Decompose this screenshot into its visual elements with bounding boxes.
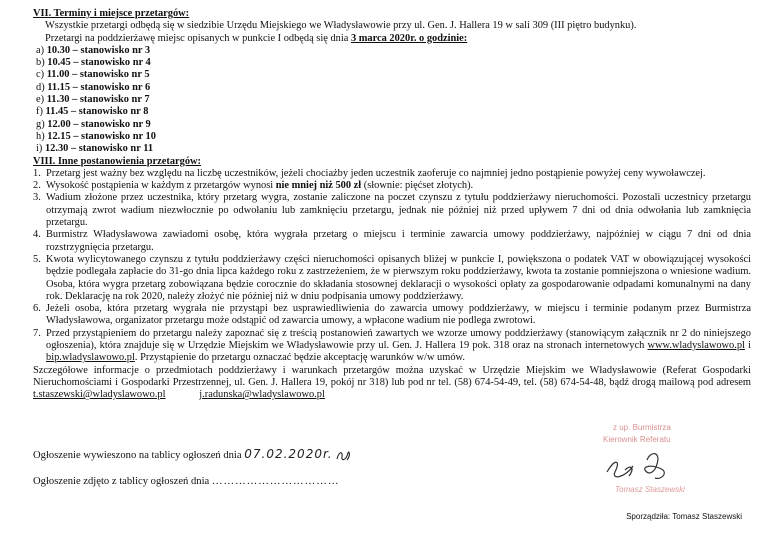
provision-item: 4. Burmistrz Władysławowa zawiadomi osobę, która wygrała przetarg o miejscu i terminie zawarcia umowy poddzierżawy, najpóźniej w ciągu 7 dni od dnia rozstrzygnięcia przetargu. <box>33 229 751 253</box>
signature-stamp-graphic <box>585 420 715 500</box>
provision-item: 7. Przed przystąpieniem do przetargu należy zapoznać się z treścią postanowień zawartych we wzorze umowy poddzierżawy (stanowiącym załącznik nr 2 do niniejszego ogłoszenia), która znajduje się w Urzędzie Miejskim we Władysławowie przy ul. Gen. J. Hallera 19 pok. 318 oraz na stronach internetowych www.wladyslawowo.pl i bip.wladyslawowo.pl. Przystąpienie do przetargu oznaczać będzie akceptację warunków w/w umów. <box>33 327 751 364</box>
time-slot-list <box>33 45 751 156</box>
provisions-list <box>33 168 751 365</box>
stamp-name: Tomasz Staszewski <box>615 485 685 494</box>
document-page <box>33 8 751 402</box>
provision-item: 3. Wadium złożone przez uczestnika, który przetarg wygra, zostanie zaliczone na poczet czynszu z tytułu poddzierżawy nieruchomości. Pozostali uczestnicy przetargu otrzymają zwrot wadium niezwłocznie po odwołaniu lub zamknięciu przetargu, jednak nie później niż przed upływem 7 dni od dnia odwołania lub zamknięcia przetargu. <box>33 192 751 229</box>
time-slot: i) 12.30 – stanowisko nr 11 <box>36 143 154 155</box>
removed-line: Ogłoszenie zdjęto z tablicy ogłoszeń dnia …………………………… <box>33 476 340 487</box>
stamp-text-1: z up. Burmistrza <box>613 423 671 432</box>
initials-mark <box>335 449 353 463</box>
time-slot: b) 10.45 – stanowisko nr 4 <box>36 57 151 69</box>
provision-item: 1. Przetarg jest ważny bez względu na liczbę uczestników, jeżeli chociażby jeden uczestnik zaoferuje co najmniej jedno postąpienie powyżej ceny wywoławczej. <box>33 167 706 179</box>
provision-item: 5. Kwota wylicytowanego czynszu z tytułu poddzierżawy części nieruchomości opisanych bliżej w punkcie I, powiększona o podatek VAT w obowiązującej wysokości będzie podlegała zapłacie do 31-go dnia lipca każdego roku z zastrzeżeniem, że w pierwszym roku poddzierżawy, kwota ta zostanie pomniejszona o wniesione wadium. Osoba, która wygra przetarg zobowiązana będzie corocznie do składania stosownej deklaracji o wysokości opłaty za gospodarowanie odpadami komunalnymi na dany rok. Deklarację na rok 2020, należy złożyć nie później niż w dniu podpisania umowy poddzierżawy. <box>33 253 751 302</box>
provision-item: 6. Jeżeli osoba, która przetarg wygrała nie przystąpi bez usprawiedliwienia do zawarcia umowy poddzierżawy, w miejscu i terminie podanym przez Burmistrza Władysławowa, organizator przetargu może odstąpić od zawarcia umowy, a wpłacone wadium nie podlega zwrotowi. <box>33 303 751 327</box>
email-link-2[interactable]: j.radunska@wladyslawowo.pl <box>199 389 325 401</box>
time-slot: e) 11.30 – stanowisko nr 7 <box>36 94 150 106</box>
section-8-title: VIII. Inne postanowienia przetargów: <box>33 155 201 167</box>
bip-link[interactable]: bip.wladyslawowo.pl <box>46 352 135 364</box>
section-7-title: VII. Terminy i miejsce przetargów: <box>33 8 190 19</box>
time-slot: f) 11.45 – stanowisko nr 8 <box>36 106 149 118</box>
section-7-venue: Wszystkie przetargi odbędą się w siedzibie Urzędu Miejskiego we Władysławowie przy ul. Gen. J. Hallera 19 w sali 309 (III piętro budynku). <box>45 20 637 32</box>
time-slot: h) 12.15 – stanowisko nr 10 <box>36 130 156 142</box>
website-link[interactable]: www.wladyslawowo.pl <box>647 340 745 352</box>
email-link-1[interactable]: t.staszewski@wladyslawowo.pl <box>33 389 166 401</box>
auction-date: 3 marca 2020r. o godzinie: <box>350 32 468 44</box>
time-slot: g) 12.00 – stanowisko nr 9 <box>36 118 151 130</box>
posted-date-handwritten: 07.02.2020r. <box>244 447 333 461</box>
section-7-date-line: Przetargi na poddzierżawę miejsc opisanych w punkcie I odbędą się dnia 3 marca 2020r. o godzinie: <box>45 32 468 44</box>
provision-item: 2. Wysokość postąpienia w każdym z przetargów wynosi nie mniej niż 500 zł (słownie: pięćset złotych). <box>33 180 474 192</box>
time-slot: c) 11.00 – stanowisko nr 5 <box>36 69 150 81</box>
official-stamp-signature <box>585 420 715 500</box>
time-slot: d) 11.15 – stanowisko nr 6 <box>36 81 151 93</box>
posted-line: Ogłoszenie wywieszono na tablicy ogłoszeń dnia 07.02.2020r. <box>33 448 353 463</box>
prepared-by: Sporządziła: Tomasz Staszewski <box>626 512 742 521</box>
contact-info: Szczegółowe informacje o przedmiotach poddzierżawy i warunkach przetargów można uzyskać w Urzędzie Miejskim we Władysławowie (Referat Gospodarki Nieruchomościami i Gospodarki Przestrzennej, ul. Gen. J. Hallera 19, pokój nr 318) lub pod nr tel. (58) 674-54-49, tel. (58) 674-54-48, bądź drogą mailową pod adresem t.staszewski@wladyslawowo.pl j.radunska@wladyslawowo.pl <box>33 364 751 401</box>
stamp-text-2: Kierownik Referatu <box>603 435 671 444</box>
time-slot: a) 10.30 – stanowisko nr 3 <box>36 44 151 56</box>
